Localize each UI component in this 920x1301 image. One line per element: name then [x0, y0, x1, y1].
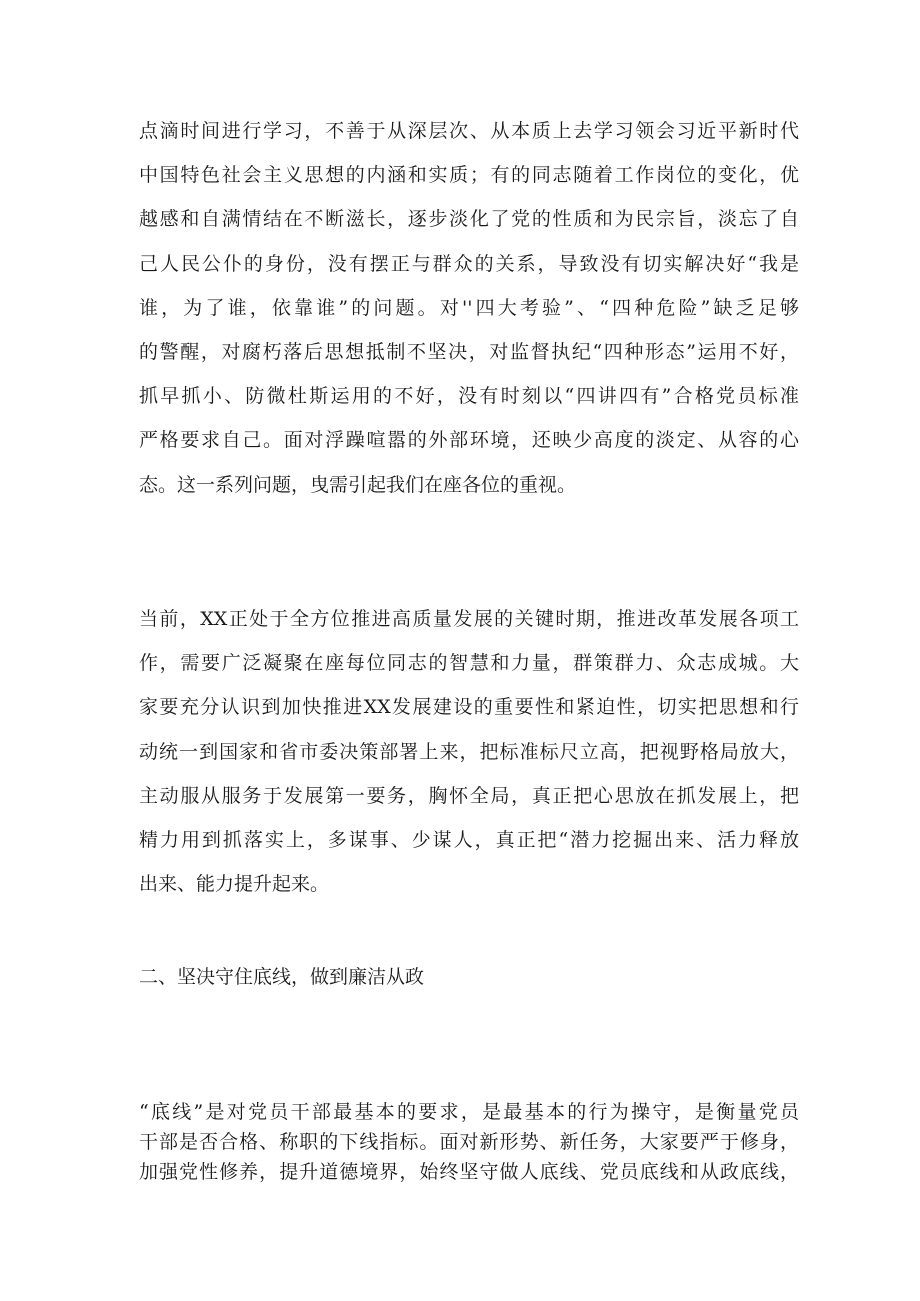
text-line: 动统一到国家和省市委决策部署上来，把标准标尺立高，把视野格局放大，	[139, 740, 799, 763]
text-line: 出来、能力提升起来。	[139, 873, 330, 896]
paragraph-2	[139, 597, 799, 906]
text-line: 当前，XX正处于全方位推进高质量发展的关键时期，推进改革发展各项工	[139, 608, 799, 630]
text-line: 越感和自满情结在不断滋长，逐步淡化了党的性质和为民宗旨，淡忘了自	[139, 208, 799, 231]
text-line: 家要充分认识到加快推进XX发展建设的重要性和紧迫性，切实把思想和行	[139, 696, 799, 719]
text-line: 精力用到抓落实上，多谋事、少谋人，真正把“潜力挖掘出来、活力释放	[139, 828, 799, 851]
text-line: 作，需要广泛凝聚在座每位同志的智慧和力量，群策群力、众志成城。大	[139, 652, 799, 675]
paragraph-1	[139, 109, 799, 507]
text-line: 加强党性修养，提升道德境界，始终坚守做人底线、党员底线和从政底线，	[139, 1161, 799, 1183]
text-line: 抓早抓小、防微杜斯运用的不好，没有时刻以“四讲四有”合格党员标准	[139, 385, 799, 408]
text-line: 主动服从服务于发展第一要务，胸怀全局，真正把心思放在抓发展上，把	[139, 784, 799, 807]
section-heading: 二、坚决守住底线，做到廉洁从政	[139, 966, 425, 988]
paragraph-3	[139, 1097, 799, 1187]
text-line: 中国特色社会主义思想的内涵和实质；有的同志随着工作岗位的变化，优	[139, 164, 799, 187]
text-line: 的警醒，对腐朽落后思想抵制不坚决，对监督执纪“四种形态”运用不好，	[139, 340, 799, 363]
text-line: 谁，为了谁，依靠谁”的问题。对''四大考验”、“四种危险”缺乏足够	[139, 296, 799, 319]
text-line: 己人民公仆的身份，没有摆正与群众的关系，导致没有切实解决好“我是	[139, 252, 799, 275]
text-line: 干部是否合格、称职的下线指标。面对新形势、新任务，大家要严于修身，	[139, 1131, 799, 1153]
text-line: “底线”是对党员干部最基本的要求，是最基本的行为操守，是衡量党员	[139, 1101, 799, 1123]
text-line: 态。这一系列问题，曳需引起我们在座各位的重视。	[139, 473, 577, 496]
text-line: 点滴时间进行学习，不善于从深层次、从本质上去学习领会习近平新时代	[139, 120, 799, 142]
text-line: 严格要求自己。面对浮躁喧嚣的外部环境，还映少高度的淡定、从容的心	[139, 429, 799, 452]
